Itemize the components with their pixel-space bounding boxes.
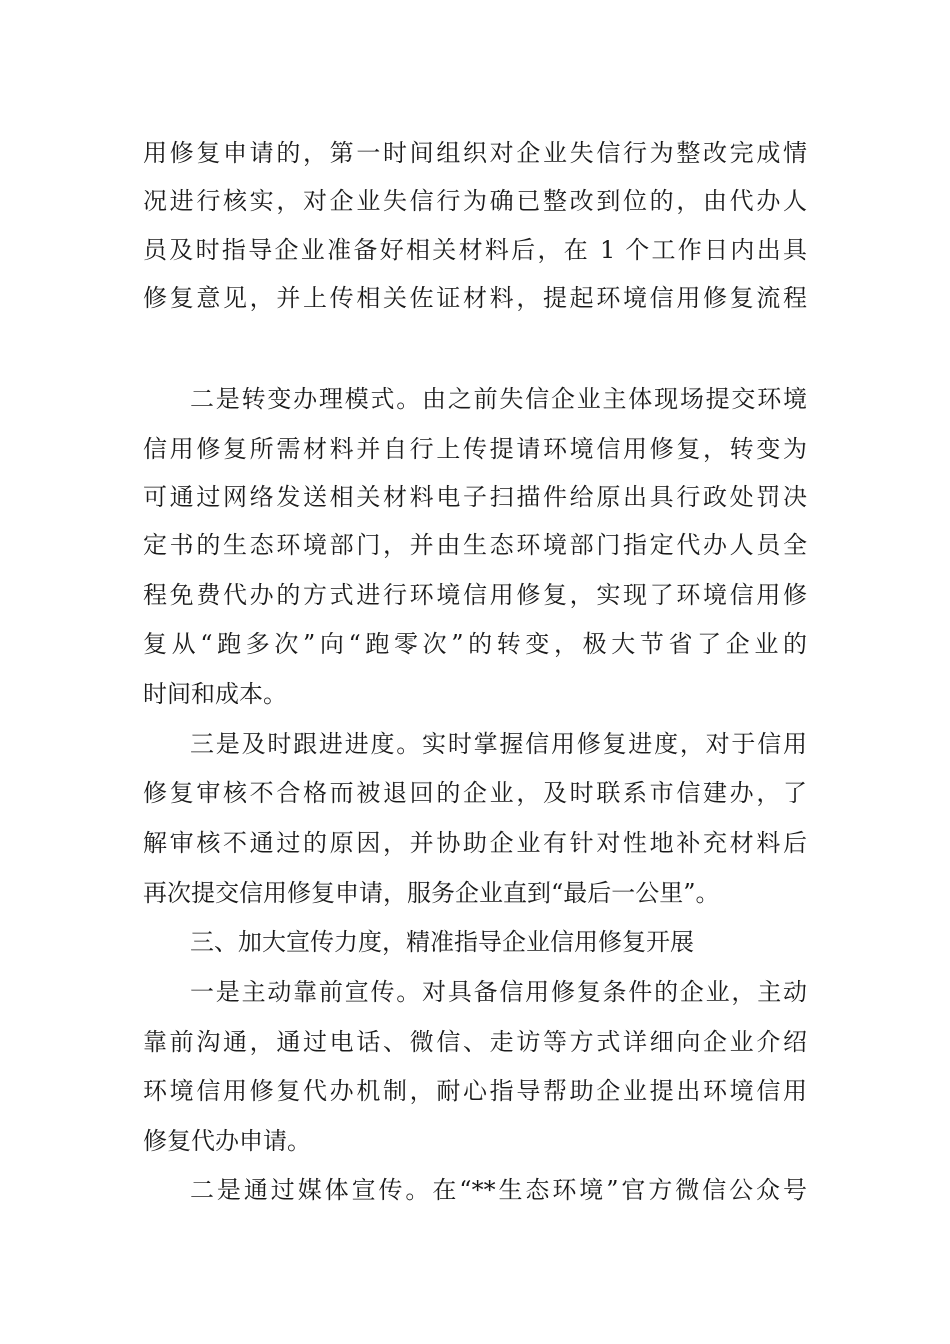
section-heading: 三、加大宣传力度，精准指导企业信用修复开展 [190, 928, 694, 956]
paragraph-first-line: 二是转变办理模式。由之前失信企业主体现场提交环境 [190, 385, 807, 413]
text-line: 解审核不通过的原因，并协助企业有针对性地补充材料后 [143, 829, 807, 857]
text-line: 靠前沟通，通过电话、微信、走访等方式详细向企业介绍 [143, 1028, 807, 1056]
paragraph-first-line: 三是及时跟进进度。实时掌握信用修复进度，对于信用 [190, 730, 807, 758]
text-line: 环境信用修复代办机制，耐心指导帮助企业提出环境信用 [143, 1077, 807, 1105]
text-line: 信用修复所需材料并自行上传提请环境信用修复，转变为 [143, 435, 807, 463]
text-line: 再次提交信用修复申请，服务企业直到“最后一公里”。 [143, 879, 720, 907]
text-line: 修复代办申请。 [143, 1127, 311, 1155]
paragraph-first-line: 二是通过媒体宣传。在“**生态环境”官方微信公众号 [190, 1176, 807, 1204]
text-line: 修复审核不合格而被退回的企业，及时联系市信建办，了 [143, 779, 807, 807]
text-line: 时间和成本。 [143, 680, 287, 708]
text-line: 修复意见，并上传相关佐证材料，提起环境信用修复流程 [143, 284, 807, 312]
text-line: 用修复申请的，第一时间组织对企业失信行为整改完成情 [143, 139, 807, 167]
text-line: 况进行核实，对企业失信行为确已整改到位的，由代办人 [143, 187, 807, 215]
text-line: 复从“跑多次”向“跑零次”的转变，极大节省了企业的 [143, 630, 807, 658]
paragraph-first-line: 一是主动靠前宣传。对具备信用修复条件的企业，主动 [190, 978, 807, 1006]
text-line: 程免费代办的方式进行环境信用修复，实现了环境信用修 [143, 581, 807, 609]
text-line: 定书的生态环境部门，并由生态环境部门指定代办人员全 [143, 531, 807, 559]
text-line: 员及时指导企业准备好相关材料后，在 1 个工作日内出具 [143, 236, 807, 264]
text-line: 可通过网络发送相关材料电子扫描件给原出具行政处罚决 [143, 483, 807, 511]
